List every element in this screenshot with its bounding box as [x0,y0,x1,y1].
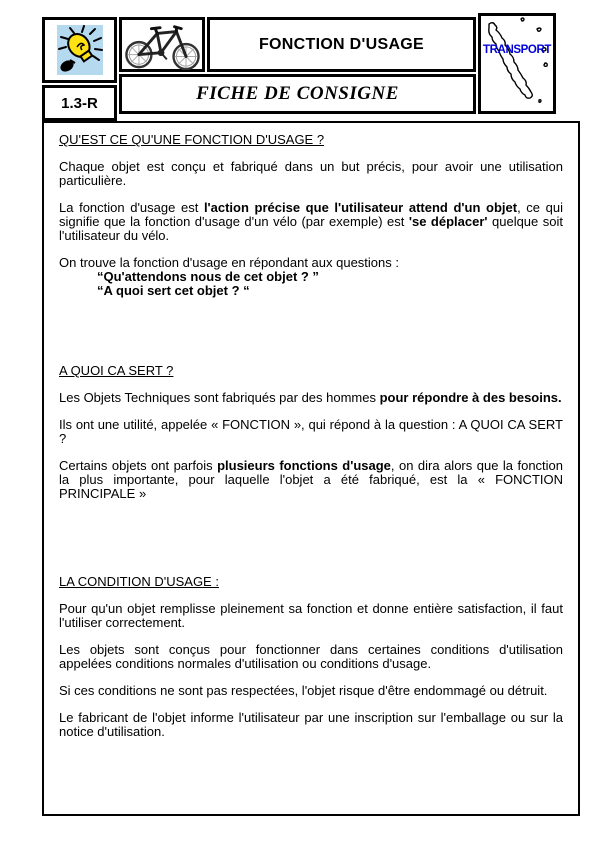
document-title: FONCTION D'USAGE [258,35,425,53]
paragraph: On trouve la fonction d'usage en répondant aux questions : [59,255,399,270]
transport-badge: TRANSPORT [483,44,551,56]
new-caledonia-map-icon [481,16,553,111]
document-title-box [207,17,476,72]
paragraph: Certains objets ont parfois plusieurs fonctions d'usage, on dira alors que la fonction la plus importante, pour laquelle l'objet a été fabriqué, est la « FONCTION PRINCIPALE » [59,458,564,501]
paragraph: Les Objets Techniques sont fabriqués par des hommes pour répondre à des besoins. [59,390,562,405]
content-frame [42,121,580,816]
paragraph: Les objets sont conçus pour fonctionner dans certaines conditions d'utilisation appelées conditions normales d'utilisation ou conditions d'usage. [59,642,563,671]
section-heading-a-quoi-ca-sert: A QUOI CA SERT ? [59,363,174,378]
document-subtitle-box [119,74,476,114]
bicycle-cell [119,17,205,72]
paragraph: Le fabricant de l'objet informe l'utilisateur par une inscription sur l'emballage ou sur la notice d'utilisation. [59,710,563,739]
section-heading-condition-usage: LA CONDITION D'USAGE : [59,574,219,589]
mountain-bike-icon [122,20,202,70]
section-heading-fonction-usage: QU'EST CE QU'UNE FONCTION D'USAGE ? [59,132,325,147]
paragraph: Pour qu'un objet remplisse pleinement sa fonction et donne entière satisfaction, il faut l'utiliser correctement. [59,601,563,630]
question-quote-2: “A quoi sert cet objet ? “ [97,283,250,298]
paragraph: Ils ont une utilité, appelée « FONCTION », qui répond à la question : A QUOI CA SERT ? [59,417,563,446]
idea-lightbulb-icon [57,25,103,75]
paragraph: Chaque objet est conçu et fabriqué dans un but précis, pour avoir une utilisation particulière. [59,159,563,188]
paragraph: La fonction d'usage est l'action précise que l'utilisateur attend d'un objet, ce qui signifie que la fonction d'usage d'un vélo (par exemple) est 'se déplacer' quelque soit l'utilisateur du vélo. [59,200,563,243]
transport-cell [478,13,556,114]
reference-code [42,85,117,121]
reference-code-label: 1.3-R [61,94,98,112]
paragraph: Si ces conditions ne sont pas respectées, l'objet risque d'être endommagé ou détruit. [59,683,548,698]
question-quote-1: “Qu'attendons nous de cet objet ? ” [97,269,319,284]
lightbulb-cell [42,17,117,83]
document-subtitle: FICHE DE CONSIGNE [196,83,399,104]
